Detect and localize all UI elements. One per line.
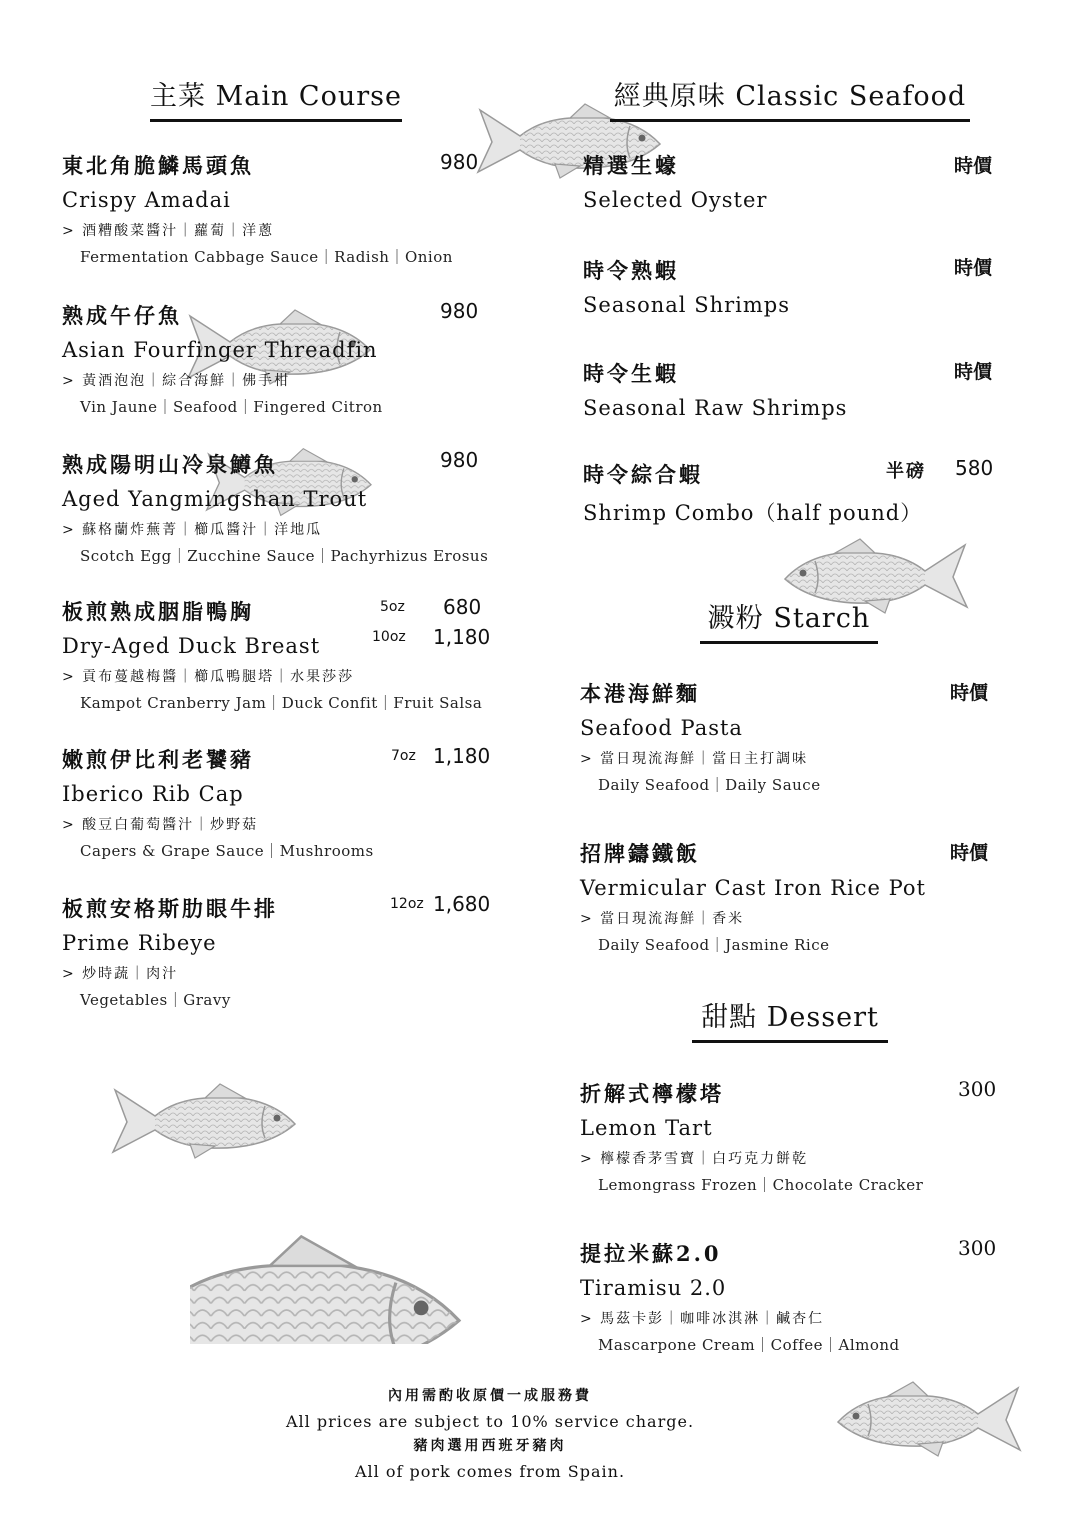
item-desc-en: Daily Seafood｜Daily Sauce xyxy=(598,776,821,794)
pork-origin-note-zh: 豬肉選用西班牙豬肉 xyxy=(413,1438,567,1454)
menu-item-threadfin xyxy=(62,300,383,417)
fish-illustration-icon xyxy=(190,1228,480,1344)
item-desc-zh: > 當日現流海鮮｜香米 xyxy=(580,911,745,927)
item-name-zh: 熟成陽明山冷泉鱒魚 xyxy=(62,452,278,477)
item-name-zh: 招牌鑄鐵飯 xyxy=(580,841,700,866)
item-name-zh: 時令綜合蝦 xyxy=(583,462,703,487)
item-name-zh: 提拉米蘇2.0 xyxy=(580,1241,722,1266)
menu-item-trout xyxy=(62,449,488,566)
item-price: 980 xyxy=(440,299,479,323)
item-name-en: Crispy Amadai xyxy=(62,188,231,212)
item-desc-zh: > 黃酒泡泡｜綜合海鮮｜佛手柑 xyxy=(62,373,291,389)
menu-item-oyster xyxy=(583,150,767,212)
dessert-heading: 甜點 Dessert xyxy=(692,995,888,1043)
menu-item-cast-iron-rice xyxy=(580,838,926,955)
item-desc-zh: > 貢布蔓越梅醬｜櫛瓜鴨腿塔｜水果莎莎 xyxy=(62,669,355,685)
service-charge-note-en: All prices are subject to 10% service charge. xyxy=(285,1412,695,1431)
item-desc-zh: > 炒時蔬｜肉汁 xyxy=(62,966,179,982)
item-name-en: Lemon Tart xyxy=(580,1116,713,1140)
item-desc-zh: > 馬茲卡彭｜咖啡冰淇淋｜鹹杏仁 xyxy=(580,1311,825,1327)
item-price: 980 xyxy=(440,448,479,472)
item-name-en: Selected Oyster xyxy=(583,188,768,212)
fish-illustration-icon xyxy=(105,1080,305,1160)
item-name-en: Seasonal Raw Shrimps xyxy=(583,396,848,420)
item-desc-en: Daily Seafood｜Jasmine Rice xyxy=(598,936,830,954)
main-course-heading: 主菜 Main Course xyxy=(150,74,402,122)
menu-item-raw-shrimps xyxy=(583,358,847,420)
item-portion-size: 半磅 xyxy=(886,461,926,482)
item-name-en: Seafood Pasta xyxy=(580,716,743,740)
menu-item-shrimp-combo xyxy=(583,459,922,527)
item-portion-size: 12oz xyxy=(390,896,424,912)
item-name-zh: 時令生蝦 xyxy=(583,361,679,386)
menu-item-lemon-tart xyxy=(580,1078,923,1195)
item-name-en: Aged Yangmingshan Trout xyxy=(62,487,368,511)
item-name-zh: 嫩煎伊比利老饕豬 xyxy=(62,747,254,772)
item-name-en: Tiramisu 2.0 xyxy=(580,1276,727,1300)
menu-item-seasonal-shrimps xyxy=(583,255,790,317)
item-name-zh: 本港海鮮麵 xyxy=(580,681,700,706)
classic-seafood-heading: 經典原味 Classic Seafood xyxy=(610,74,970,122)
item-name-zh: 折解式檸檬塔 xyxy=(580,1081,724,1106)
item-desc-en: Lemongrass Frozen｜Chocolate Cracker xyxy=(598,1176,924,1194)
item-name-zh: 板煎安格斯肋眼牛排 xyxy=(62,896,278,921)
item-portion-size: 7oz xyxy=(391,748,416,764)
menu-item-ribeye xyxy=(62,893,278,1010)
menu-item-iberico xyxy=(62,744,374,861)
item-name-en: Dry-Aged Duck Breast xyxy=(62,634,321,658)
item-name-zh: 時令熟蝦 xyxy=(583,258,679,283)
item-desc-en: Capers & Grape Sauce｜Mushrooms xyxy=(80,842,374,860)
footer-notes xyxy=(240,1384,740,1484)
item-name-en: Vermicular Cast Iron Rice Pot xyxy=(580,876,926,900)
item-desc-zh: > 檸檬香茅雪寶｜白巧克力餅乾 xyxy=(580,1151,809,1167)
item-desc-en: Scotch Egg｜Zucchine Sauce｜Pachyrhizus Erosus xyxy=(80,547,489,565)
item-name-zh: 板煎熟成胭脂鴨胸 xyxy=(62,599,254,624)
item-price: 1,180 xyxy=(433,744,491,768)
menu-item-tiramisu xyxy=(580,1238,900,1355)
item-name-en: Shrimp Combo（half pound） xyxy=(583,501,923,525)
item-name-en: Prime Ribeye xyxy=(62,931,217,955)
item-desc-en: Fermentation Cabbage Sauce｜Radish｜Onion xyxy=(80,248,453,266)
menu-item-duck-breast xyxy=(62,596,482,713)
starch-heading: 澱粉 Starch xyxy=(700,596,878,644)
item-portion-size: 10oz xyxy=(372,629,406,645)
service-charge-note-zh: 內用需酌收原價一成服務費 xyxy=(388,1388,592,1404)
item-desc-en: Kampot Cranberry Jam｜Duck Confit｜Fruit Salsa xyxy=(80,694,483,712)
item-price: 時價 xyxy=(954,155,993,177)
item-desc-en: Vin Jaune｜Seafood｜Fingered Citron xyxy=(80,398,383,416)
item-name-en: Asian Fourfinger Threadfin xyxy=(62,338,378,362)
item-price: 300 xyxy=(958,1236,997,1260)
item-portion-size: 5oz xyxy=(380,599,405,615)
item-desc-zh: > 蘇格蘭炸蕪菁｜櫛瓜醬汁｜洋地瓜 xyxy=(62,522,323,538)
item-desc-zh: > 酒糟酸菜醬汁｜蘿蔔｜洋蔥 xyxy=(62,223,275,239)
item-desc-zh: > 酸豆白葡萄醬汁｜炒野菇 xyxy=(62,817,259,833)
item-price: 580 xyxy=(955,456,994,480)
item-desc-en: Vegetables｜Gravy xyxy=(80,991,231,1009)
item-desc-zh: > 當日現流海鮮｜當日主打調味 xyxy=(580,751,809,767)
item-price: 時價 xyxy=(950,842,989,864)
item-price: 980 xyxy=(440,150,479,174)
item-price: 680 xyxy=(443,595,482,619)
item-name-zh: 精選生蠔 xyxy=(583,153,679,178)
item-name-en: Seasonal Shrimps xyxy=(583,293,790,317)
item-name-zh: 熟成午仔魚 xyxy=(62,303,182,328)
item-name-zh: 東北角脆鱗馬頭魚 xyxy=(62,153,254,178)
menu-item-seafood-pasta xyxy=(580,678,821,795)
item-price: 1,180 xyxy=(433,625,491,649)
item-name-en: Iberico Rib Cap xyxy=(62,782,244,806)
item-price: 1,680 xyxy=(433,892,491,916)
item-price: 時價 xyxy=(950,682,989,704)
item-desc-en: Mascarpone Cream｜Coffee｜Almond xyxy=(598,1336,900,1354)
item-price: 時價 xyxy=(954,361,993,383)
pork-origin-note-en: All of pork comes from Spain. xyxy=(354,1462,626,1481)
item-price: 時價 xyxy=(954,257,993,279)
menu-item-crispy-amadai xyxy=(62,150,453,267)
item-price: 300 xyxy=(958,1077,997,1101)
fish-illustration-icon xyxy=(828,1378,1028,1458)
